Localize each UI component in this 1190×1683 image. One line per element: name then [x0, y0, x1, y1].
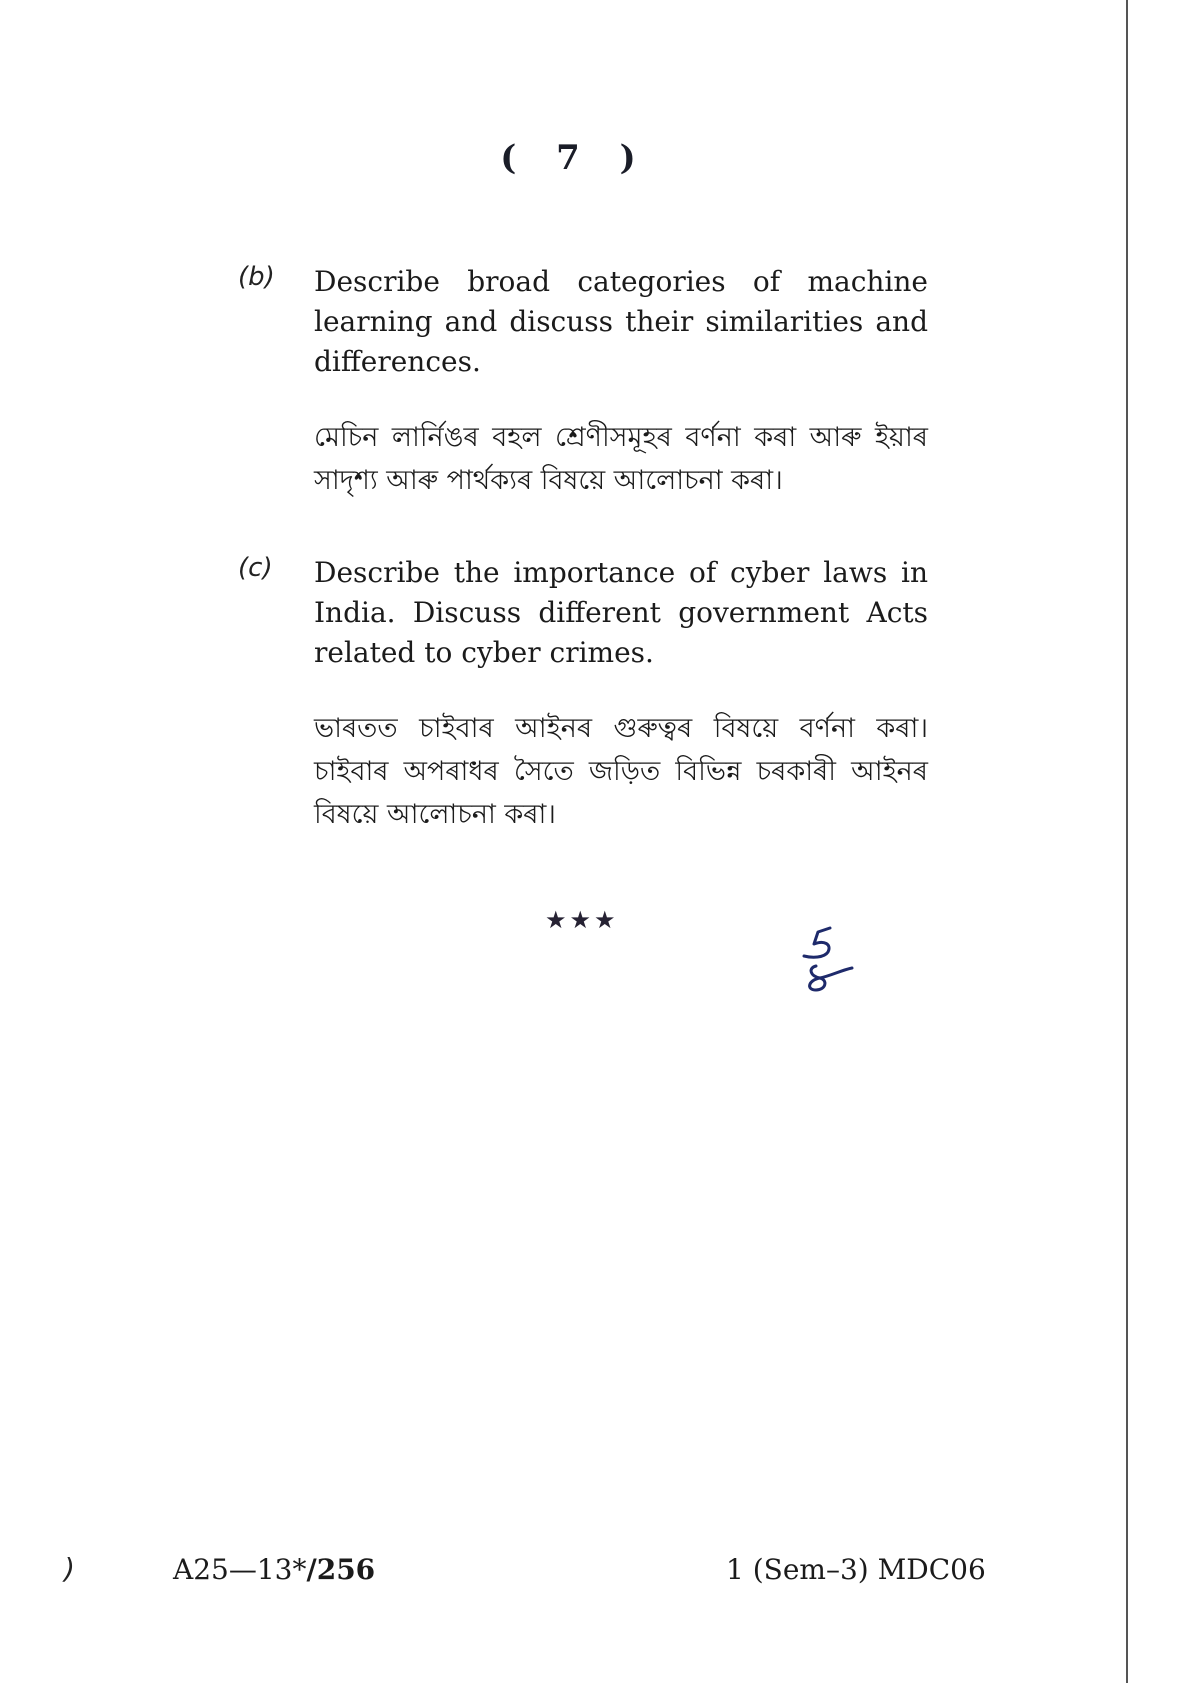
question-label: (c)	[238, 553, 273, 583]
question-b	[238, 262, 928, 502]
question-c	[238, 553, 928, 836]
question-text-english: Describe the importance of cyber laws in India. Discuss different government Acts related to cyber crimes.	[314, 556, 928, 669]
footer-print-code	[173, 1553, 375, 1586]
margin-mark: )	[64, 1552, 75, 1585]
question-label: (b)	[238, 262, 275, 292]
page-edge-line	[1126, 0, 1128, 1683]
end-of-paper-stars: ★★★	[545, 906, 619, 934]
handwritten-mark-icon	[790, 918, 870, 998]
print-code-prefix: A25—13*	[173, 1553, 307, 1586]
print-code-suffix: /256	[306, 1553, 376, 1586]
question-text-english: Describe broad categories of machine learning and discuss their similarities and differences.	[314, 265, 928, 378]
footer-paper-code: 1 (Sem–3) MDC06	[726, 1553, 986, 1586]
question-text-assamese: মেচিন লাৰ্নিঙৰ বহল শ্ৰেণীসমূহৰ বৰ্ণনা কৰা আৰু ইয়াৰ সাদৃশ্য আৰু পাৰ্থক্যৰ বিষয়ে আলোচনা কৰা।	[314, 422, 928, 496]
scan-right-margin	[1128, 0, 1190, 1683]
page-number: ( 7 )	[500, 138, 650, 178]
question-text-assamese: ভাৰতত চাইবাৰ আইনৰ গুৰুত্বৰ বিষয়ে বৰ্ণনা কৰা। চাইবাৰ অপৰাধৰ সৈতে জড়িত বিভিন্ন চৰকাৰী আইনৰ বিষয়ে আলোচনা কৰা।	[314, 713, 928, 830]
